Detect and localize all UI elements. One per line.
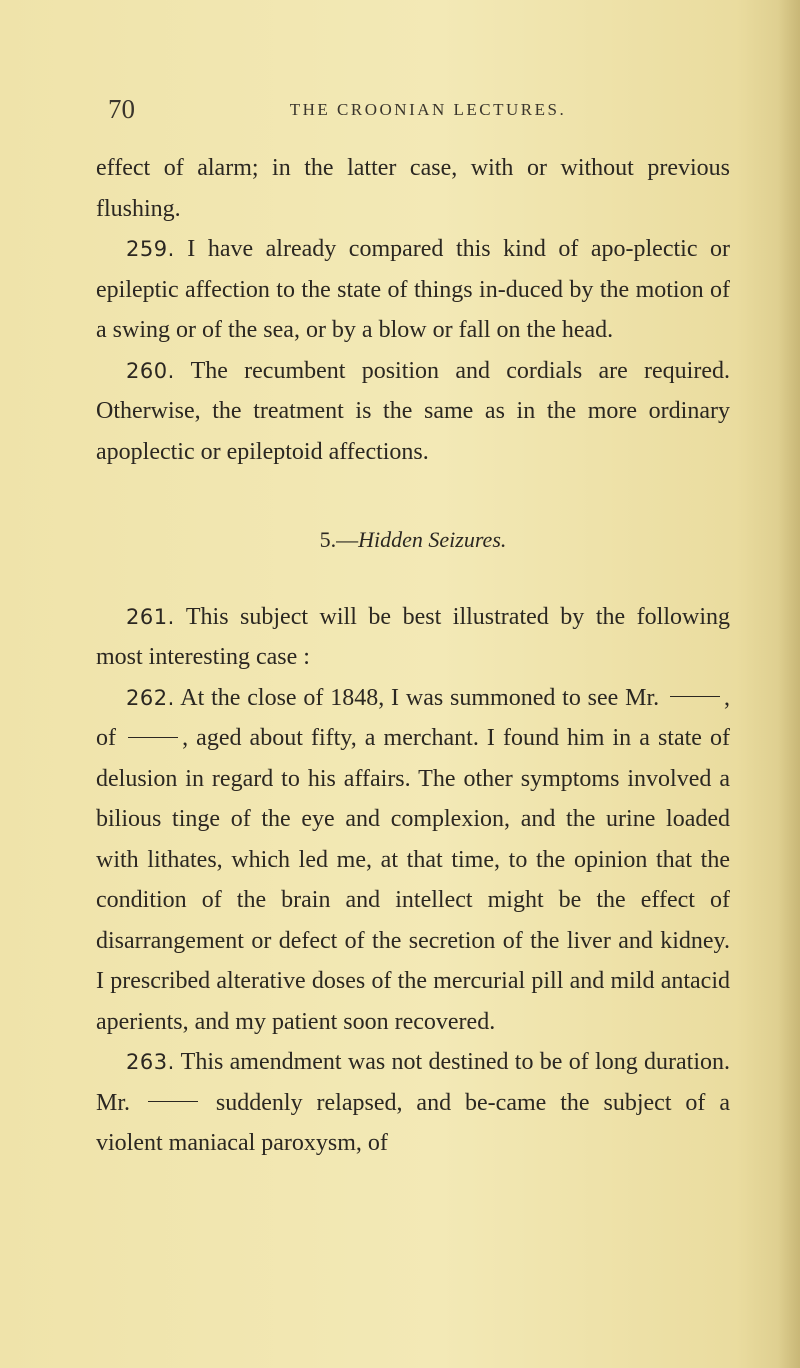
section-heading	[96, 520, 730, 561]
place-omission-dash	[128, 737, 178, 738]
running-title: THE CROONIAN LECTURES.	[289, 100, 567, 119]
name-omission-dash	[148, 1101, 198, 1102]
name-omission-dash	[670, 696, 720, 697]
paragraph-261: 261. This subject will be best illustrated by the following most interesting case :	[96, 603, 730, 670]
paragraph-number: 262.	[126, 685, 175, 710]
section-number: 5.—	[319, 527, 359, 552]
body-text	[96, 148, 730, 1164]
paragraph-260: 260. The recumbent position and cordials are required. Otherwise, the treatment is the same as in the more ordinary apoplectic or epileptoid affections.	[96, 357, 730, 465]
paragraph-262: 262. At the close of 1848, I was summoned to see Mr. , of , aged about fifty, a merchant. I found him in a state of delusion in regard to his affairs. The other symptoms involved a bilious tinge of the eye and complexion, and the urine loaded with lithates, which led me, at that time, to the opinion that the condition of the brain and intellect might be the effect of disarrangement or defect of the secretion of the liver and kidney. I prescribed alterative doses of the mercurial pill and mild antacid aperients, and my patient soon recovered.	[96, 684, 731, 1035]
paragraph-263: 263. This amendment was not destined to be of long duration. Mr. suddenly relapsed, and be-came the subject of a violent maniacal paroxysm, of	[96, 1049, 731, 1156]
section-title: Hidden Seizures.	[358, 527, 507, 552]
page-header	[108, 94, 748, 134]
paragraph-continuation: effect of alarm; in the latter case, with or without previous flushing.	[96, 155, 730, 222]
paragraph-number: 259.	[126, 237, 175, 261]
paragraph-number: 263.	[126, 1050, 175, 1074]
paragraph-259: 259. I have already compared this kind of apo-plectic or epileptic affection to the state of things in-duced by the motion of a swing or of the sea, or by a blow or fall on the head.	[96, 236, 730, 343]
paragraph-number: 261.	[126, 604, 175, 629]
page-number: 70	[108, 94, 135, 124]
paragraph-number: 260.	[126, 358, 175, 383]
page-edge-shadow	[778, 0, 800, 1368]
